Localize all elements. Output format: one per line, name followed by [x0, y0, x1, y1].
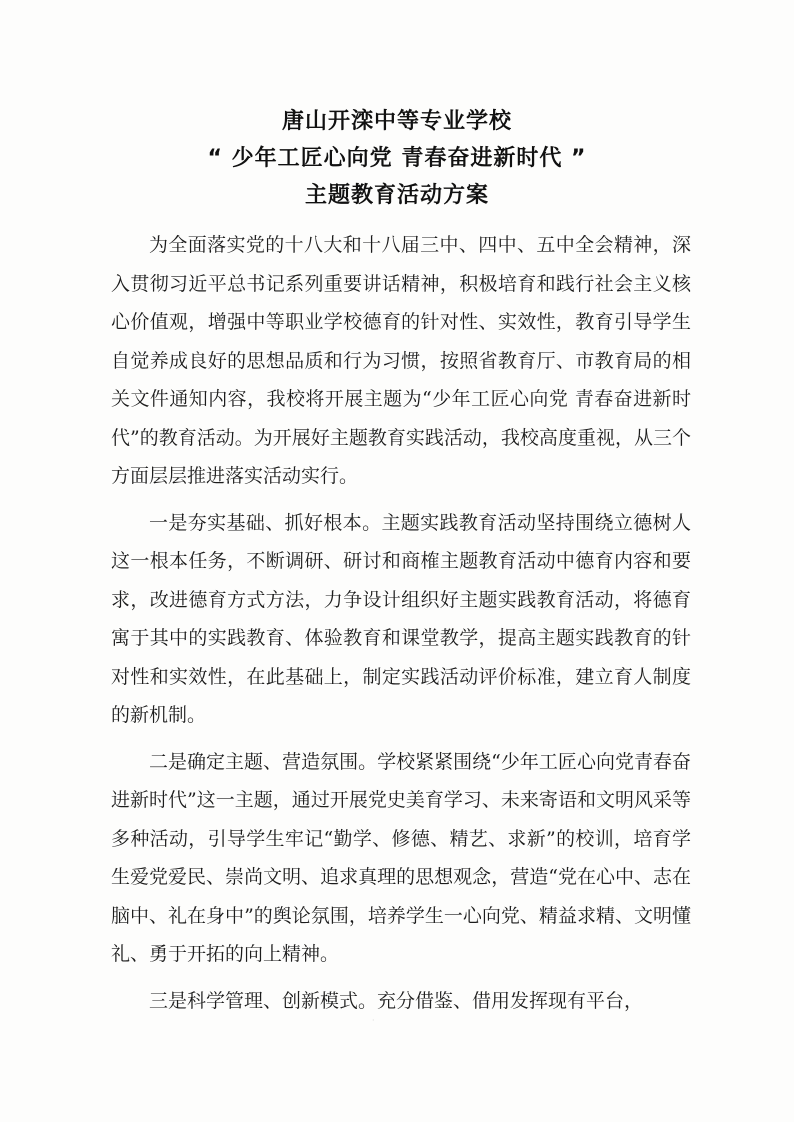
paragraph-first-point: 一是夯实基础、抓好根本。主题实践教育活动坚持围绕立德树人这一根本任务，不断调研、研讨和商榷主题教育活动中德育内容和要求，改进德育方式方法，力争设计组织好主题实践教育活动，将德育寓于其中的实践教育、体验教育和课堂教学，提高主题实践教育的针对性和实效性，在此基础上，制定实践活动评价标准，建立育人制度的新机制。	[111, 511, 691, 726]
document-body	[111, 226, 691, 1020]
scan-speck: ·	[372, 1016, 375, 1025]
paragraph-intro: 为全面落实党的十八大和十八届三中、四中、五中全会精神，深入贯彻习近平总书记系列重要讲话精神，积极培育和践行社会主义核心价值观，增强中等职业学校德育的针对性、实效性，教育引导学生自觉养成良好的思想品质和行为习惯，按照省教育厅、市教育局的相关文件通知内容，我校将开展主题为“少年工匠心向党 青春奋进新时代”的教育活动。为开展好主题教育实践活动，我校高度重视，从三个方面层层推进落实活动实行。	[111, 234, 691, 487]
paragraph-second-point: 二是确定主题、营造氛围。学校紧紧围绕“少年工匠心向党青春奋进新时代”这一主题，通过开展党史美育学习、未来寄语和文明风采等多种活动，引导学生牢记“勤学、修德、精艺、求新”的校训，培育学生爱党爱民、崇尚文明、追求真理的思想观念，营造“党在心中、志在脑中、礼在身中”的舆论氛围，培养学生一心向党、精益求精、文明懂礼、勇于开拓的向上精神。	[111, 750, 691, 965]
paragraph-third-point: 三是科学管理、创新模式。充分借鉴、借用发挥现有平台，	[149, 989, 644, 1012]
title-school-name: 唐山开滦中等专业学校	[281, 109, 512, 134]
document-title	[0, 104, 794, 214]
title-plan: 主题教育活动方案	[304, 183, 489, 208]
title-theme: “ 少年工匠心向党 青春奋进新时代 ”	[207, 146, 587, 171]
